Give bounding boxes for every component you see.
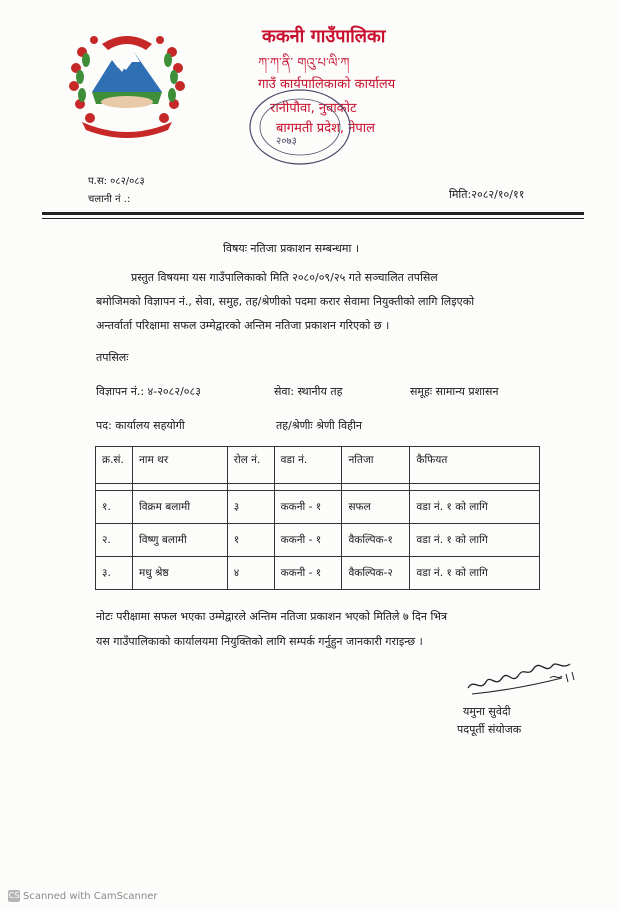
address-line-1: रानीपौवा, नुवाकोट: [270, 101, 357, 116]
table-spacer: [96, 484, 540, 491]
cell-sn: ३.: [96, 557, 133, 590]
office-name: गाउँ कार्यपालिकाको कार्यालय: [258, 77, 396, 92]
header-ward: वडा नं.: [274, 447, 342, 484]
cell-roll: १: [227, 524, 274, 557]
scanner-text: Scanned with CamScanner: [23, 891, 158, 902]
stamp-year: २०७३: [276, 136, 297, 147]
cell-ward: ककनी - १: [274, 524, 342, 557]
note-line-2: यस गाउँपालिकाको कार्यालयमा नियुक्तिको लागि सम्पर्क गर्नुहुन जानकारी गराइन्छ ।: [96, 635, 423, 648]
cell-sn: १.: [96, 491, 133, 524]
header-divider-thick: [42, 212, 584, 215]
subject-line: विषयः नतिजा प्रकाशन सम्बन्धमा ।: [223, 242, 359, 255]
table-header-row: [96, 447, 540, 484]
signer-role: पदपूर्ती संयोजक: [457, 723, 522, 736]
header-remarks: कैफियत: [410, 447, 540, 484]
advert-number: विज्ञापन नं.: ४-२०८२/०८३: [96, 385, 201, 398]
ps-reference: प.स: ०८२/०८३: [88, 176, 145, 187]
letter-date: मिति:२०८२/१०/११: [449, 188, 525, 201]
service-label: सेवा: स्थानीय तह: [274, 385, 343, 398]
table-row: [96, 557, 540, 590]
details-heading: तपसिलः: [96, 351, 129, 364]
org-name: ककनी गाउँपालिका: [262, 26, 386, 47]
handwritten-signature: [462, 648, 580, 703]
header-roll: रोल नं.: [227, 447, 274, 484]
level-label: तह/श्रेणीः श्रेणी विहीन: [276, 419, 362, 432]
group-label: समूहः सामान्य प्रशासन: [410, 385, 499, 398]
cell-result: सफल: [342, 491, 410, 524]
body-line-2: बमोजिमको विज्ञापन नं., सेवा, समुह, तह/श्रेणीको पदमा करार सेवामा नियुक्तीको लागि लिइएको: [96, 295, 475, 308]
header-sn: क्र.सं.: [96, 447, 133, 484]
cell-name: विष्णु बलामी: [132, 524, 227, 557]
cell-roll: ४: [227, 557, 274, 590]
address-line-2: बागमती प्रदेश, नेपाल: [276, 121, 375, 136]
header-name: नाम थर: [132, 447, 227, 484]
table-row: [96, 491, 540, 524]
body-line-1: प्रस्तुत विषयमा यस गाउँपालिकाको मिति २०८०/०९/२५ गते सञ्चालित तपसिल: [131, 271, 438, 284]
chalani-number: चलानी नं .:: [88, 194, 131, 205]
cell-ward: ककनी - १: [274, 557, 342, 590]
official-stamp: [246, 86, 354, 168]
header-divider-thin: [42, 218, 584, 219]
table-row: [96, 524, 540, 557]
cell-remarks: वडा नं. १ को लागि: [410, 524, 540, 557]
body-line-3: अन्तर्वार्ता परिक्षामा सफल उम्मेद्वारको अन्तिम नतिजा प्रकाशन गरिएको छ ।: [96, 319, 390, 332]
cell-remarks: वडा नं. १ को लागि: [410, 491, 540, 524]
results-table: [95, 446, 540, 590]
cell-name: मधु श्रेष्ठ: [132, 557, 227, 590]
header-result: नतिजा: [342, 447, 410, 484]
cell-result: वैकल्पिक-२: [342, 557, 410, 590]
cell-ward: ककनी - १: [274, 491, 342, 524]
body-paragraph: [96, 266, 541, 338]
signer-name: यमुना सुवेदी: [463, 705, 511, 718]
org-name-alt-script: ཀ་ཀ་ནི་ གའུ་པ་ལི་ཀ: [258, 56, 350, 71]
camscanner-logo: CS: [8, 891, 20, 900]
post-label: पद: कार्यालय सहयोगी: [96, 419, 185, 432]
cell-name: विक्रम बलामी: [132, 491, 227, 524]
cell-remarks: वडा नं. १ को लागि: [410, 557, 540, 590]
nepal-emblem-logo: [62, 22, 192, 142]
cell-roll: ३: [227, 491, 274, 524]
note-line-1: नोटः परीक्षामा सफल भएका उम्मेद्वारले अन्तिम नतिजा प्रकाशन भएको मितिले ७ दिन भित्र: [96, 610, 448, 623]
scanner-watermark: [8, 890, 158, 902]
note-paragraph: [96, 604, 546, 654]
cell-result: वैकल्पिक-१: [342, 524, 410, 557]
cell-sn: २.: [96, 524, 133, 557]
